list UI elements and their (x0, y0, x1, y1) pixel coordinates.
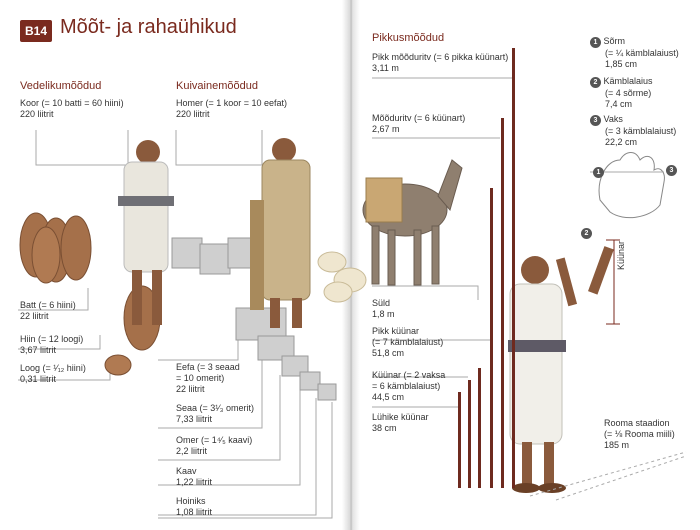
luhike-kuunar-label: Lühike küünar (372, 412, 429, 422)
eefa-label-1: Eefa (= 3 seaad (176, 362, 240, 372)
item-vaks (590, 114, 676, 148)
pikk-kuunar-label-1: Pikk küünar (372, 326, 420, 336)
pikk-kuunar-label-2: (= 7 kämblalaiust) (372, 337, 444, 347)
item-pikk-kuunar (372, 326, 443, 359)
item-kaav (176, 466, 212, 488)
eefa-label-2: = 10 omerit) (176, 373, 225, 383)
section-badge: B14 (20, 20, 52, 42)
item-pikk-mooduritv (372, 52, 508, 74)
item-homer (176, 98, 287, 120)
vaks-value: 22,2 cm (605, 137, 638, 147)
item-hoiniks (176, 496, 212, 518)
kamblalaius-label-2: (= 4 sõrme) (605, 88, 652, 98)
hiin-label: Hiin (= 12 loogi) (20, 334, 84, 344)
eefa-value: 22 liitrit (176, 384, 205, 394)
koor-label: Koor (= 10 batti = 60 hiini) (20, 98, 124, 108)
kaav-label: Kaav (176, 466, 197, 476)
kuunar-label-2: = 6 kämblalaiust) (372, 381, 441, 391)
seaa-value: 7,33 liitrit (176, 414, 213, 424)
page-title: Mõõt- ja rahaühikud (60, 16, 237, 38)
loog-label: Loog (= ¹⁄₁₂ hiini) (20, 363, 86, 373)
bar-mooduritv (501, 118, 504, 488)
pikk-mooduritv-label: Pikk mõõduritv (= 6 pikka küünart) (372, 52, 509, 62)
item-kamblalaius (590, 76, 653, 110)
hand-illustration (590, 153, 664, 218)
seaa-label: Seaa (= 3¹⁄₃ omerit) (176, 403, 254, 413)
item-suld (372, 298, 395, 320)
omer-label: Omer (= 1⁴⁄₅ kaavi) (176, 435, 253, 445)
pikk-kuunar-value: 51,8 cm (372, 348, 405, 358)
item-eefa (176, 362, 240, 395)
item-kuunar (372, 370, 445, 403)
liquid-heading: Vedelikumõõdud (20, 80, 102, 92)
hand-mark-3: 3 (666, 165, 677, 176)
homer-label: Homer (= 1 koor = 10 eefat) (176, 98, 288, 108)
item-luhike-kuunar (372, 412, 429, 434)
sorm-value: 1,85 cm (605, 59, 638, 69)
koor-value: 220 liitrit (20, 109, 54, 119)
item-seaa (176, 403, 254, 425)
bar-pikk-kuunar (478, 368, 481, 488)
mooduritv-value: 2,67 m (372, 124, 400, 134)
staadion-label-1: Rooma staadion (604, 418, 670, 428)
item-omer (176, 435, 252, 457)
batt-label: Batt (= 6 hiini) (20, 300, 76, 310)
loog-value: 0,31 liitrit (20, 374, 57, 384)
hand-mark-1: 1 (593, 167, 604, 178)
batt-value: 22 liitrit (20, 311, 49, 321)
kuunar-side-label: Küünar (616, 240, 626, 270)
man-measuring-illustration (250, 138, 310, 328)
dry-heading: Kuivainemõõdud (176, 80, 258, 92)
kuunar-label-1: Küünar (= 2 vaksa (372, 370, 446, 380)
item-mooduritv (372, 113, 465, 135)
hoiniks-value: 1,08 liitrit (176, 507, 213, 517)
item-sorm (590, 36, 679, 70)
sorm-label: Sõrm (603, 36, 626, 46)
homer-value: 220 liitrit (176, 109, 210, 119)
donkey-illustration (363, 160, 462, 285)
sacks-illustration (318, 252, 366, 302)
hoiniks-label: Hoiniks (176, 496, 206, 506)
item-staadion (604, 418, 675, 451)
kamblalaius-label: Kämblalaius (603, 76, 653, 86)
suld-value: 1,8 m (372, 309, 395, 319)
mooduritv-label: Mõõduritv (= 6 küünart) (372, 113, 466, 123)
item-batt (20, 300, 76, 322)
item-hiin (20, 334, 83, 356)
hand-mark-2: 2 (581, 228, 592, 239)
bar-suld (490, 188, 493, 488)
vaks-number: 3 (590, 115, 601, 126)
bar-pikk-mooduritv (512, 48, 515, 488)
omer-value: 2,2 liitrit (176, 446, 208, 456)
luhike-kuunar-value: 38 cm (372, 423, 397, 433)
staadion-value: 185 m (604, 440, 630, 450)
kaav-value: 1,22 liitrit (176, 477, 213, 487)
length-heading: Pikkusmõõdud (372, 32, 445, 44)
hiin-value: 3,67 liitrit (20, 345, 57, 355)
kamblalaius-value: 7,4 cm (605, 99, 633, 109)
man-standing-illustration (508, 246, 614, 493)
bar-luhike-kuunar (458, 392, 461, 488)
bar-kuunar (468, 380, 471, 488)
kuunar-value: 44,5 cm (372, 392, 405, 402)
sorm-number: 1 (590, 37, 601, 48)
suld-label: Süld (372, 298, 391, 308)
pikk-mooduritv-value: 3,11 m (372, 63, 399, 73)
staadion-label-2: (= ⅛ Rooma miili) (604, 429, 675, 439)
item-koor (20, 98, 124, 120)
kamblalaius-number: 2 (590, 77, 601, 88)
item-loog (20, 363, 86, 385)
vaks-label-2: (= 3 kämblalaiust) (605, 126, 677, 136)
vaks-label: Vaks (603, 114, 623, 124)
sorm-label-2: (= ¼ kämblalaiust) (605, 48, 679, 58)
